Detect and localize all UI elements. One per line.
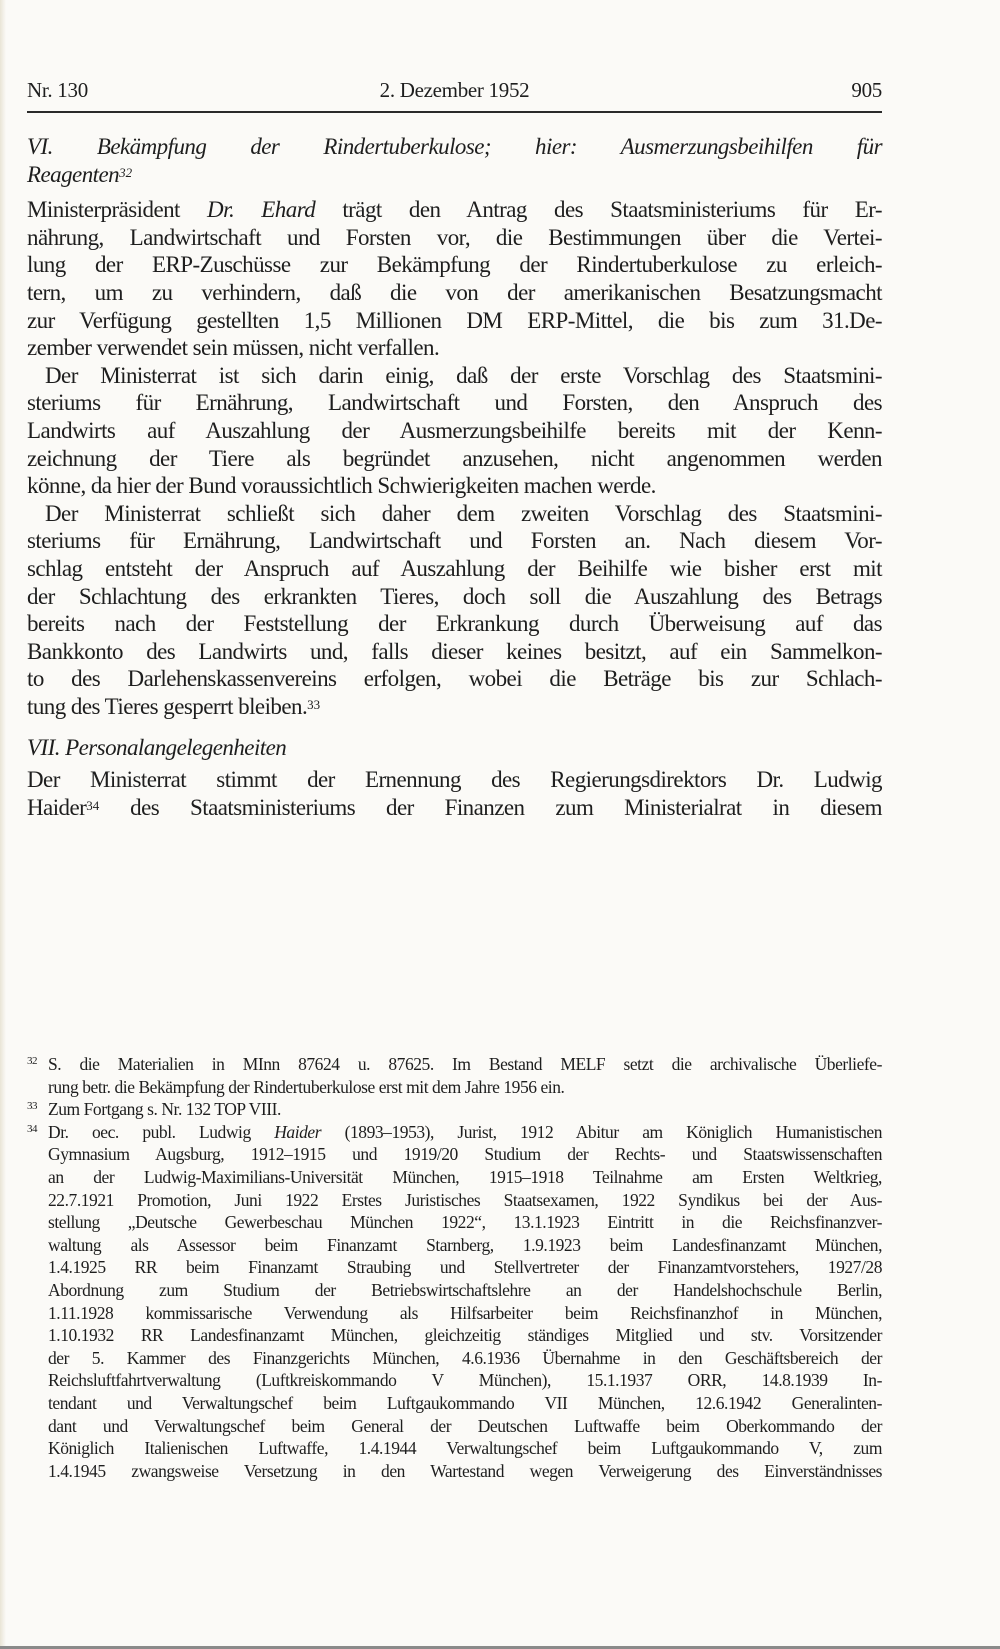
- paragraph-line: könne, da hier der Bund voraussichtlich Schwierigkeiten machen werde.: [27, 473, 656, 499]
- paragraph-line: [27, 196, 882, 224]
- footnote-line: stellung „Deutsche Gewerbeschau München 1922“, 13.1.1923 Eintritt in die Reichsfinanzver-: [48, 1212, 882, 1233]
- speaker-name: Dr. Ehard: [207, 197, 316, 223]
- paragraph-line: steriums für Ernährung, Landwirtschaft und Forsten, den Anspruch des: [27, 390, 882, 416]
- footnote-line: S. die Materialien in MInn 87624 u. 87625. Im Bestand MELF setzt die archivalische Überliefe-: [48, 1054, 882, 1074]
- footnote-line: an der Ludwig-Maximilians-Universität München, 1915–1918 Teilnahme am Ersten Weltkrieg,: [48, 1166, 882, 1187]
- paragraph-line: bereits nach der Feststellung der Erkrankung durch Überweisung auf das: [27, 611, 882, 637]
- paragraph: [27, 196, 882, 362]
- paragraph: [27, 362, 882, 500]
- paragraph-line: Der Ministerrat schließt sich daher dem zweiten Vorschlag des Staatsmini-: [45, 500, 882, 526]
- running-header: [27, 72, 882, 106]
- footnote-ref-33[interactable]: 33: [307, 696, 321, 712]
- paragraph-line: lung der ERP-Zuschüsse zur Bekämpfung der Rindertuberkulose zu erleich-: [27, 252, 882, 278]
- heading-line: [27, 161, 882, 189]
- footnote-33: [27, 1098, 882, 1121]
- text: des Staatsministeriums der Finanzen zum Ministerialrat in diesem: [99, 794, 882, 820]
- paragraph-line: to des Darlehenskassenvereins erfolgen, wobei die Beträge bis zur Schlach-: [27, 666, 882, 692]
- footnote-34: [27, 1121, 882, 1483]
- paragraph-line: der Schlachtung des erkrankten Tieres, doch soll die Auszahlung des Betrags: [27, 583, 882, 609]
- document-number: Nr. 130: [27, 78, 88, 102]
- header-date: 2. Dezember 1952: [379, 78, 530, 102]
- section-heading-vi: [27, 133, 882, 188]
- footnote-line: Zum Fortgang s. Nr. 132 TOP VIII.: [48, 1099, 281, 1120]
- paragraph-line: zeichnung der Tiere als begründet anzusehen, nicht angenommen werden: [27, 445, 882, 471]
- footnote-line: der 5. Kammer des Finanzgerichts München, 4.6.1936 Übernahme in den Geschäftsbereich der: [48, 1347, 882, 1368]
- header-rule: [27, 111, 882, 113]
- footnote-line: tendant und Verwaltungschef beim Luftgaukommando VII München, 12.6.1942 Generalinten-: [48, 1392, 882, 1413]
- footnote-line: 1.10.1932 RR Landesfinanzamt München, gleichzeitig ständiges Mitglied und stv. Vorsitzender: [48, 1325, 882, 1346]
- page-edge-shadow: [0, 0, 6, 1649]
- person-name: Haider: [274, 1121, 322, 1142]
- footnote-ref-32[interactable]: 32: [119, 164, 133, 180]
- paragraph: [27, 766, 882, 821]
- footnote-line: 22.7.1921 Promotion, Juni 1922 Erstes Juristisches Staatsexamen, 1922 Syndikus bei der Aus-: [48, 1189, 882, 1210]
- paragraph-line: schlag entsteht der Anspruch auf Auszahlung der Beihilfe wie bisher erst mit: [27, 555, 882, 581]
- footnote-line: 1.4.1945 zwangsweise Versetzung in den Wartestand wegen Verweigerung des Einverständnisses: [48, 1460, 882, 1481]
- footnote-ref-34[interactable]: 34: [86, 797, 100, 813]
- heading-line-text: Reagenten: [27, 161, 120, 187]
- footnote-line: 1.4.1925 RR beim Finanzamt Straubing und Stellvertreter der Finanzamtvorstehers, 1927/28: [48, 1257, 882, 1278]
- paragraph-line: [27, 693, 882, 721]
- text: Dr. oec. publ. Ludwig: [48, 1121, 275, 1142]
- footnote-line: [48, 1121, 882, 1144]
- paragraph-line: zur Verfügung gestellten 1,5 Millionen DM ERP-Mittel, die bis zum 31.De-: [27, 307, 882, 333]
- paragraph-line: steriums für Ernährung, Landwirtschaft und Forsten an. Nach diesem Vor-: [27, 528, 882, 554]
- page-number: 905: [851, 78, 882, 102]
- text: trägt den Antrag des Staatsministeriums für Er-: [315, 197, 882, 223]
- paragraph-line: Der Ministerrat ist sich darin einig, daß der erste Vorschlag des Staatsmini-: [45, 362, 882, 388]
- paragraph-line: Der Ministerrat stimmt der Ernennung des Regierungsdirektors Dr. Ludwig: [27, 767, 882, 793]
- footnote-line: dant und Verwaltungschef beim General der Deutschen Luftwaffe beim Oberkommando der: [48, 1415, 882, 1436]
- paragraph-line: nährung, Landwirtschaft und Forsten vor, die Bestimmungen über die Vertei-: [27, 224, 882, 250]
- footnote-line: 1.11.1928 kommissarische Verwendung als Hilfsarbeiter beim Reichsfinanzhof in München,: [48, 1302, 882, 1323]
- paragraph-line: Landwirts auf Auszahlung der Ausmerzungsbeihilfe bereits mit der Kenn-: [27, 417, 882, 443]
- footnote-line: Abordnung zum Studium der Betriebswirtschaftslehre an der Handelshochschule Berlin,: [48, 1279, 882, 1300]
- footnote-32: [27, 1053, 882, 1098]
- paragraph-line: Bankkonto des Landwirts und, falls dieser keines besitzt, auf ein Sammelkon-: [27, 638, 882, 664]
- footnote-number: 33: [27, 1100, 38, 1113]
- text: tung des Tieres gesperrt bleiben.: [27, 693, 308, 719]
- paragraph-line: [27, 794, 882, 822]
- footnote-line: Königlich Italienischen Luftwaffe, 1.4.1944 Verwaltungschef beim Luftgaukommando V, zum: [48, 1438, 882, 1459]
- footnotes: [27, 1053, 882, 1482]
- footnote-line: Gymnasium Augsburg, 1912–1915 und 1919/20 Studium der Rechts- und Staatswissenschaften: [48, 1144, 882, 1165]
- footnote-number: 34: [27, 1122, 38, 1135]
- footnote-line: Reichsluftfahrtverwaltung (Luftkreiskommando V München), 15.1.1937 ORR, 14.8.1939 In-: [48, 1370, 882, 1391]
- text: (1893–1953), Jurist, 1912 Abitur am Königlich Humanistischen: [321, 1121, 883, 1142]
- heading-line: VI. Bekämpfung der Rindertuberkulose; hier: Ausmerzungsbeihilfen für: [27, 134, 882, 159]
- heading-line: VII. Personalangelegenheiten: [27, 735, 287, 761]
- paragraph-line: tern, um zu verhindern, daß die von der amerikanischen Besatzungsmacht: [27, 279, 882, 305]
- footnote-number: 32: [27, 1055, 38, 1067]
- person-name: Haider: [27, 794, 87, 820]
- footnote-line: rung betr. die Bekämpfung der Rindertuberkulose erst mit dem Jahre 1956 ein.: [48, 1076, 565, 1097]
- paragraph-line: zember verwendet sein müssen, nicht verfallen.: [27, 335, 440, 361]
- main-text: [27, 133, 882, 821]
- paragraph: [27, 500, 882, 721]
- text: Ministerpräsident: [27, 197, 208, 223]
- footnote-line: waltung als Assessor beim Finanzamt Starnberg, 1.9.1923 beim Landesfinanzamt München,: [48, 1234, 882, 1255]
- section-heading-vii: [27, 734, 882, 762]
